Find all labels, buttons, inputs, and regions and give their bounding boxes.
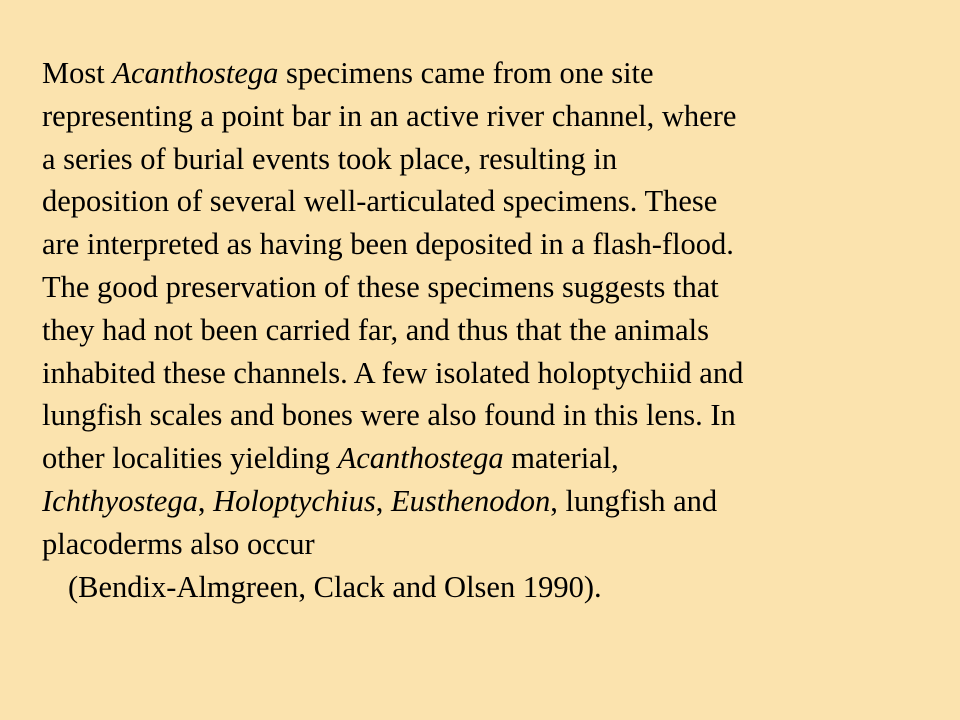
text-line (42, 52, 922, 95)
text-segment: are interpreted as having been deposited in a flash-flood. (42, 227, 734, 262)
citation (42, 566, 922, 609)
text-segment: , lungfish and (550, 483, 718, 518)
text-segment: The good preservation of these specimens suggests that (42, 269, 719, 304)
text-segment: they had not been carried far, and thus that the animals (42, 312, 709, 347)
text-line (42, 138, 922, 181)
italic-taxon: Acanthostega (112, 56, 279, 90)
italic-taxon: Acanthostega (337, 441, 504, 476)
text-line (42, 95, 922, 138)
text-segment: placoderms also occur (42, 526, 315, 561)
paragraph (42, 52, 922, 608)
text-segment: representing a point bar in an active river channel, where (42, 98, 737, 133)
text-segment: material, (503, 441, 619, 476)
text-segment: other localities yielding (42, 441, 338, 476)
italic-taxon: Eusthenodon (391, 483, 551, 518)
text-segment: lungfish scales and bones were also found in this lens. In (42, 398, 736, 433)
text-line (42, 437, 922, 480)
text-line (42, 223, 922, 266)
text-segment: deposition of several well-articulated specimens. These (42, 184, 718, 219)
italic-taxon: Ichthyostega (42, 483, 198, 518)
text-segment: inhabited these channels. A few isolated holoptychiid and (42, 355, 744, 390)
citation-text: (Bendix-Almgreen, Clack and Olsen 1990). (68, 569, 602, 604)
text-segment: , (197, 483, 214, 518)
text-line (42, 352, 922, 395)
text-line (42, 266, 922, 309)
text-line (42, 523, 922, 566)
text-segment: specimens came from one site (278, 56, 654, 90)
text-line (42, 309, 922, 352)
text-line (42, 480, 922, 523)
text-segment: Most (42, 56, 113, 90)
text-segment: a series of burial events took place, resulting in (42, 141, 618, 176)
text-segment: , (375, 483, 391, 518)
text-line (42, 180, 922, 223)
text-line (42, 394, 922, 437)
italic-taxon: Holoptychius (213, 483, 376, 518)
